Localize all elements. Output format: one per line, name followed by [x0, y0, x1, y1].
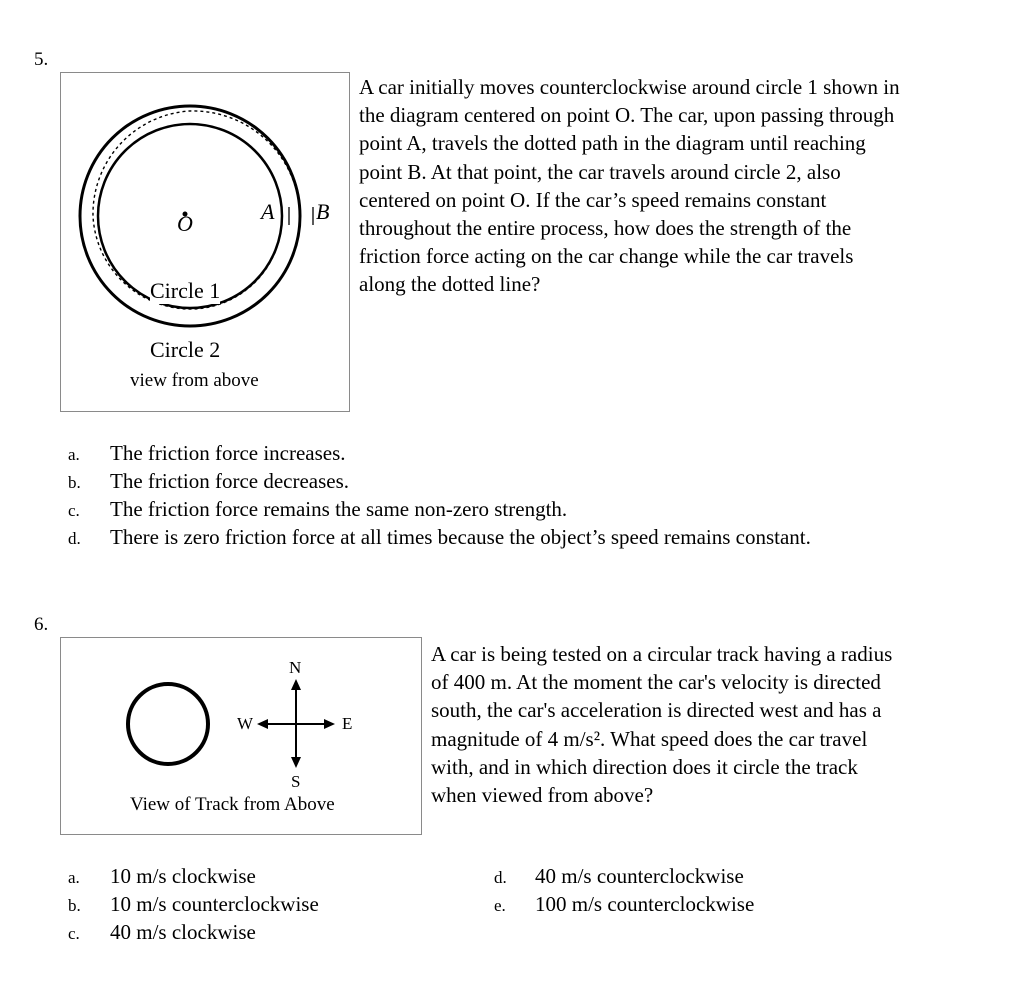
option-letter: b. [68, 473, 81, 492]
option-letter: c. [68, 924, 80, 943]
question-text: A car is being tested on a circular track having a radius of 400 m. At the moment the car's velocity is directed south, the car's acceleration is directed west and has a magnitude of 4 m/s². What speed does the car travel with, and in which direction does it circle the track when viewed from above? [431, 642, 893, 808]
figure-box [60, 72, 350, 412]
question-text: A car initially moves counterclockwise around circle 1 shown in the diagram centered on point O. The car, upon passing through point A, travels the dotted path in the diagram until reaching point B. At that point, the car travels around circle 2, also centered on point O. If the car’s speed remains constant throughout the entire process, how does the strength of the friction force acting on the car change while the car travels along the dotted line? [359, 75, 900, 297]
option-text: The friction force remains the same non-zero strength. [110, 497, 568, 521]
west-label: W [237, 714, 254, 733]
figure-box [60, 637, 422, 835]
north-label: N [289, 658, 302, 677]
circle-2-label: Circle 2 [150, 337, 221, 362]
option-letter: d. [68, 529, 81, 548]
option-letter: e. [494, 896, 506, 915]
point-b-label: B [316, 199, 330, 224]
point-a-label: A [261, 199, 275, 224]
track-circle [128, 684, 208, 764]
east-label: E [342, 714, 353, 733]
option-text: The friction force increases. [110, 441, 346, 465]
north-arrowhead [291, 679, 301, 690]
south-label: S [291, 772, 301, 791]
option-text: 10 m/s counterclockwise [110, 892, 319, 916]
east-arrowhead [324, 719, 335, 729]
option-text: 40 m/s counterclockwise [535, 864, 744, 888]
question-number: 6. [34, 614, 49, 635]
west-arrowhead [257, 719, 268, 729]
option-text: 100 m/s counterclockwise [535, 892, 755, 916]
figure-caption: view from above [130, 370, 259, 391]
option-letter: b. [68, 896, 81, 915]
option-letter: a. [68, 445, 80, 464]
option-text: 10 m/s clockwise [110, 864, 256, 888]
option-letter: d. [494, 868, 507, 887]
circle-1-label: Circle 1 [150, 278, 221, 303]
question-number: 5. [34, 49, 49, 70]
option-text: There is zero friction force at all times because the object’s speed remains constant. [110, 525, 811, 549]
option-text: The friction force decreases. [110, 469, 350, 493]
option-letter: c. [68, 501, 80, 520]
option-letter: a. [68, 868, 80, 887]
point-o-label: O [177, 211, 193, 236]
figure-caption: View of Track from Above [130, 794, 335, 815]
south-arrowhead [291, 757, 301, 768]
option-text: 40 m/s clockwise [110, 920, 256, 944]
